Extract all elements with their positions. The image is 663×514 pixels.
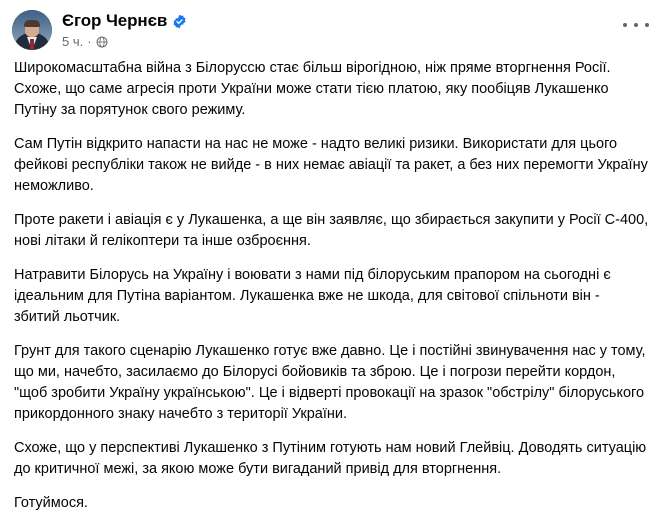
post-meta — [62, 34, 651, 49]
post-paragraph: Грунт для такого сценарію Лукашенко готує вже давно. Це і постійні звинувачення нас у тому, що ми, начебто, засилаємо до Білорусі бойовиків та зброю. Це і погрози перейти кордон, "щоб зробити Україну українською". Це і відверті провокації на зразок "обстрілу" білоруського прикордонного знаку начебто з території України. — [14, 343, 646, 423]
post-text — [0, 54, 663, 514]
verified-badge-icon — [172, 14, 187, 29]
post-paragraph: Широкомасштабна війна з Білоруссю стає більш вірогідною, ніж пряме вторгнення Росії. Схоже, що саме агресія проти України може стати тією платою, яку пообіцяв Лукашенко Путіну за порятунок свого режиму. — [14, 60, 611, 119]
meta-separator: · — [87, 34, 92, 50]
avatar-hair — [24, 20, 40, 27]
author-name-row — [62, 11, 651, 31]
more-dot — [634, 23, 638, 27]
post-header — [0, 0, 663, 54]
more-dot — [645, 23, 649, 27]
post-timestamp[interactable]: 5 ч. — [62, 34, 84, 50]
post-paragraph: Натравити Білорусь на Україну і воювати з нами під білоруським прапором на сьогодні є ідеальним для Путіна варіантом. Лукашенка вже не шкода, для світової спільноти він - збитий льотчик. — [14, 267, 611, 326]
post-paragraph: Проте ракети і авіація є у Лукашенка, а ще він заявляє, що збирається закупити у Росії С-400, нові літаки й гелікоптери та інше озброєння. — [14, 212, 649, 250]
globe-icon[interactable] — [96, 36, 108, 48]
author-block — [62, 10, 651, 49]
avatar[interactable] — [12, 10, 52, 50]
post-paragraph: Готуймося. — [14, 495, 88, 512]
more-dot — [623, 23, 627, 27]
avatar-tie — [30, 39, 34, 50]
more-options-icon[interactable] — [623, 16, 649, 34]
post-paragraph: Схоже, що у перспективі Лукашенко з Путіним готують нам новий Глейвіц. Доводять ситуацію до критичної межі, за якою може бути вигаданий привід для вторгнення. — [14, 440, 647, 478]
post-paragraph: Сам Путін відкрито напасти на нас не може - надто великі ризики. Використати для цього фейкові республіки також не вийде - в них немає авіації та ракет, а без них перемогти Україну неможливо. — [14, 136, 648, 195]
author-name[interactable]: Єгор Чернєв — [62, 11, 168, 30]
